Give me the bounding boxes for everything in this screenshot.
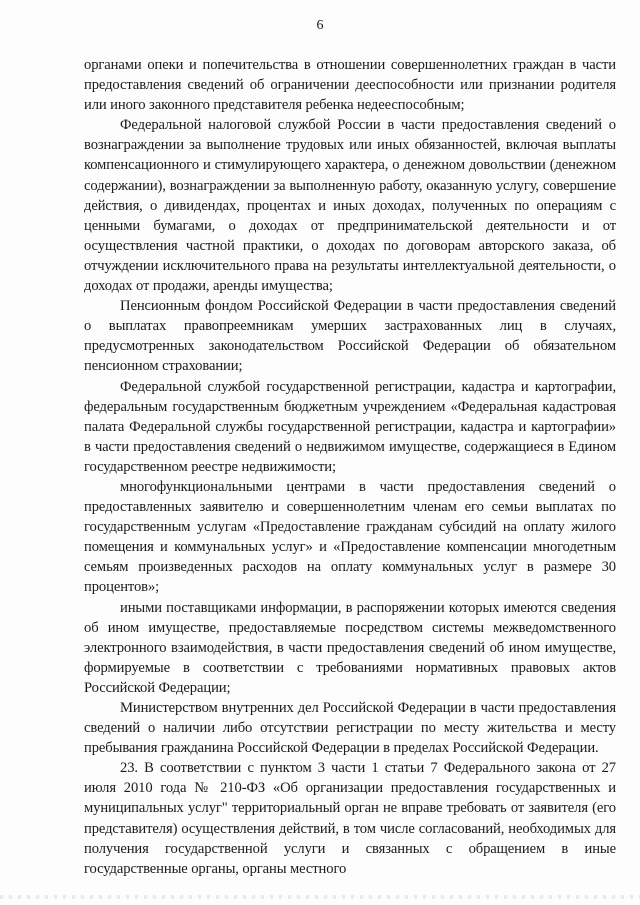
paragraph-interior-ministry: Министерством внутренних дел Российской Федерации в части предоставления сведений о наличии либо отсутствии регистрации по месту жительства и месту пребывания гражданина Российской Федерации в пределах Российской Федерации. [84,700,616,757]
scan-artifact-line [0,895,640,899]
paragraph-pension-fund: Пенсионным фондом Российской Федерации в части предоставления сведений о выплатах правопреемникам умерших застрахованных лиц в случаях, предусмотренных законодательством Российской Федерации об обязательном пенсионном страховании; [84,298,616,375]
paragraph-other-providers: иными поставщиками информации, в распоряжении которых имеются сведения об ином имуществе, предоставляемые посредством системы межведомственного электронного взаимодействия, в части предоставления сведений об ином имуществе, формируемые в соответствии с требованиями нормативных правовых актов Российской Федерации; [84,599,616,696]
body-text [84,55,616,879]
paragraph-mfc: многофункциональными центрами в части предоставления сведений о предоставленных заявителю и совершеннолетним членам его семьи выплатах по государственным услугам «Предоставление гражданам субсидий на оплату жилого помещения и коммунальных услуг» и «Предоставление компенсации многодетным семьям произведенных расходов на оплату коммунальных услуг в размере 30 процентов»; [84,478,616,596]
paragraph-item-23: 23. В соответствии с пунктом 3 части 1 статьи 7 Федерального закона от 27 июля 2010 года № 210-ФЗ «Об организации предоставления государственных и муниципальных услуг" территориальный орган не вправе требовать от заявителя (его представителя) осуществления действий, в том числе согласований, необходимых для получения государственной услуги и связанных с обращением в иные государственные органы, органы местного [84,760,616,877]
page-number: 6 [316,18,324,33]
paragraph-registry-service: Федеральной службой государственной регистрации, кадастра и картографии, федеральным государственным бюджетным учреждением «Федеральная кадастровая палата Федеральной службы государственной регистрации, кадастра и картографии» в части предоставления сведений о недвижимом имуществе, содержащиеся в Едином государственном реестре недвижимости; [84,378,616,475]
paragraph-tax-service: Федеральной налоговой службой России в части предоставления сведений о вознаграждении за выполнение трудовых или иных обязанностей, включая выплаты компенсационного и стимулирующего характера, о денежном довольствии (денежном содержании), вознаграждении за выполненную работу, оказанную услугу, совершение действия, о дивидендах, процентах и иных доходах, полученных по операциям с ценными бумагами, о доходах от предпринимательской деятельности и от осуществления частной практики, о доходах по договорам авторского заказа, об отчуждении исключительного права на результаты интеллектуальной деятельности, о доходах от продажи, аренды имущества; [84,117,616,295]
paragraph-guardianship: органами опеки и попечительства в отношении совершеннолетних граждан в части предоставления сведений об ограничении дееспособности или признании родителя или иного законного представителя ребенка недееспособным; [84,57,616,114]
